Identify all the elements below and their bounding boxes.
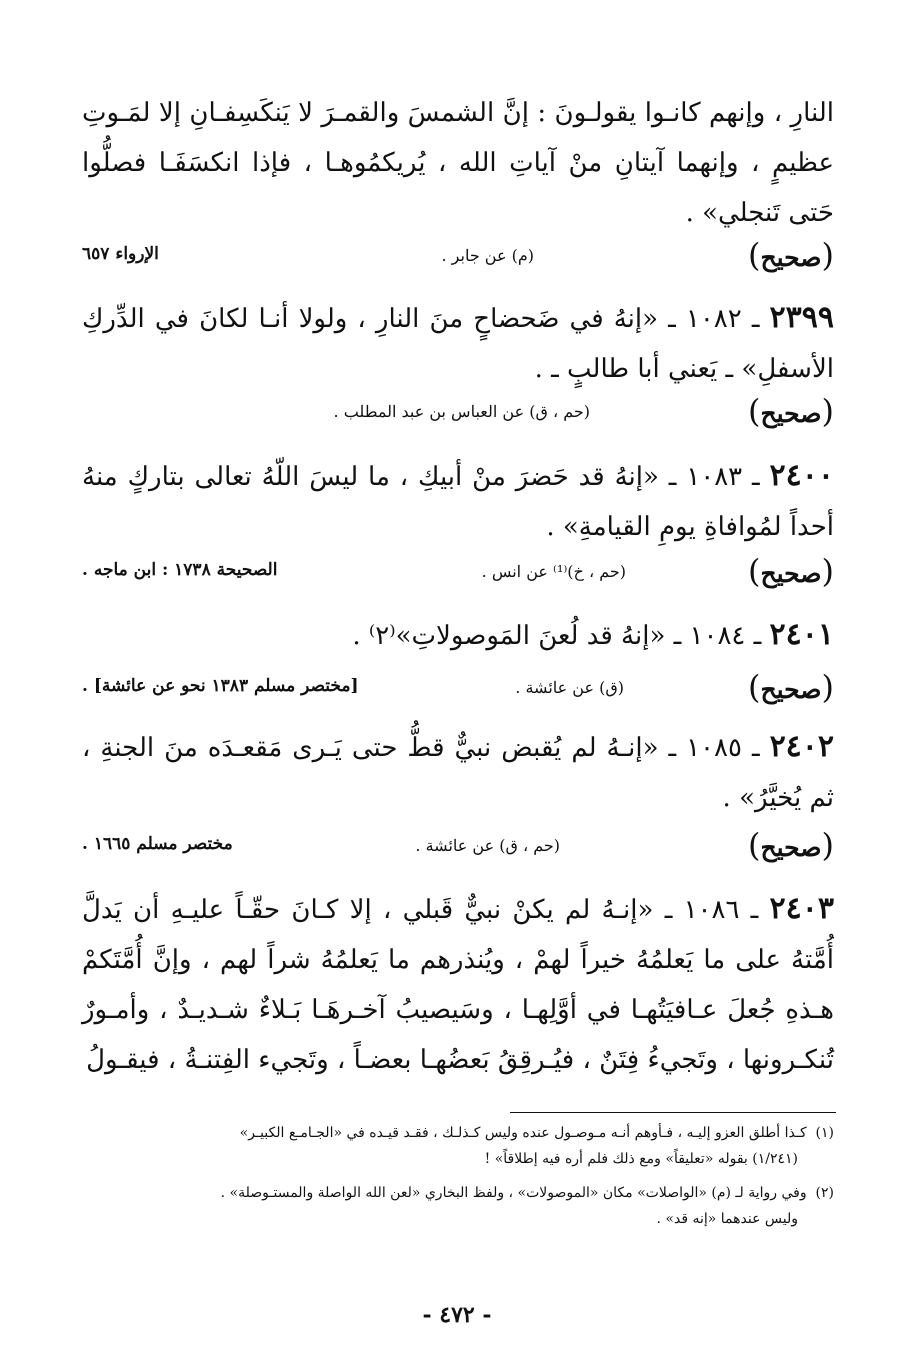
grade-label: (صحيح) (747, 236, 834, 274)
hadith-entry: ٢٤٠٣ ـ ١٠٨٦ ـ «إنـهُ لم يكنْ نبيٌّ قَبلي ، إلا كـانَ حقّـاً عليـهِ أن يَدلَّ أُمَّتهُ على ما يَعلمُهُ خيراً لهمْ ، ويُنذرهم ما يَعلمُهُ شراً لهم ، وإنَّ أُمَّتَكمْ هـذهِ جُعلَ عـافيَتُهـا في أوَّلِهـا ، وسَيصيبُ آخـرهَـا بَـلاءٌ شـديـدٌ ، وأمـورٌ تُنكـرونها ، وتَجيءُ فِتَنٌ ، فيُـرقِقُ بَعضُهـا بعضـاً ، وتَجيء الفِتنـةُ ، فيقـولُ (82, 891, 834, 1075)
grade-label: (صحيح) (747, 392, 834, 430)
footnote-separator (510, 1112, 836, 1113)
hadith-number: ٢٤٠٠ (769, 458, 834, 493)
hadith-number: ٢٤٠٢ (769, 729, 835, 764)
source-attribution: (حم ، خ)⁽¹⁾ عن انس . (481, 562, 626, 581)
footnote-text: (١/٢٤١) بقوله «تعليقاً» ومع ذلك فلم أره فيه إطلاقاً» ! (484, 1151, 798, 1167)
hadith-entry: ٢٤٠٢ ـ ١٠٨٥ ـ «إنـهُ لم يُقبض نبيٌّ قطُّ حتى يَـرى مَقعـدَه منَ الجنةِ ، ثم يُخيَّرُ» . (82, 729, 835, 813)
hadith-number: ٢٣٩٩ (769, 300, 834, 335)
footnote-marker: (٢) (815, 1185, 834, 1201)
hadith-continuation: النارِ ، وإنهم كانـوا يقولـونَ : إنَّ الشمسَ والقمـرَ لا يَنكَسِفـانِ إلا لمَـوتِ عظيمٍ ، وإنهما آيتانِ منْ آياتِ الله ، يُريكمُوهـا ، فإذا انكسَفَـا فصلُّوا حَتى تَنجلي» . (82, 98, 834, 228)
hadith-text: «إنـهُ لم يُقبض نبيٌّ قطُّ حتى يَـرى مَقعـدَه منَ الجنةِ ، ثم يُخيَّرُ» . (82, 733, 834, 813)
hadith-sub-number: ١٠٨٤ (689, 621, 746, 651)
hadith-entry: ٢٤٠٠ ـ ١٠٨٣ ـ «إنهُ قد حَضرَ منْ أبيكِ ، ما ليسَ اللّهُ تعالى بتاركٍ منهُ أحداً لمُوافاةِ يومِ القيامةِ» . (82, 458, 834, 542)
hadith-entry: ٢٤٠١ ـ ١٠٨٤ ـ «إنهُ قد لُعنَ المَوصولاتِ»⁽٢⁾ . (352, 617, 834, 652)
footnote (82, 1120, 834, 1172)
source-attribution: (م) عن جابر . (441, 246, 534, 265)
hadith-entry: ٢٣٩٩ ـ ١٠٨٢ ـ «إنهُ في ضَحضاحٍ منَ النارِ ، ولولا أنـا لكانَ في الدِّركِ الأسفلِ» ـ يَعني أبا طالبٍ ـ . (82, 300, 834, 384)
source-attribution: (حم ، ق) عن العباس بن عبد المطلب . (333, 402, 590, 421)
hadith-text: «إنهُ في ضَحضاحٍ منَ النارِ ، ولولا أنـا لكانَ في الدِّركِ الأسفلِ» ـ يَعني أبا طالبٍ ـ . (82, 304, 834, 384)
grade-label: (صحيح) (747, 552, 834, 590)
source-row (82, 236, 834, 286)
footnote-text: وفي رواية لـ (م) «الواصلات» مكان «الموصولات» ، ولفظ البخاري «لعن الله الواصلة والمستـوصلة» . (220, 1185, 807, 1201)
hadith-sub-number: ١٠٨٥ (686, 733, 742, 763)
source-row (82, 668, 834, 718)
footnote-marker: (١) (815, 1125, 834, 1141)
reference: الإرواء ٦٥٧ (82, 244, 159, 264)
page-number: - ٤٧٢ - (422, 1302, 492, 1328)
hadith-text: «إنهُ قد حَضرَ منْ أبيكِ ، ما ليسَ اللّهُ تعالى بتاركٍ منهُ أحداً لمُوافاةِ يومِ القيامةِ» . (82, 462, 834, 542)
reference: الصحيحة ١٧٣٨ : ابن ماجه . (82, 560, 278, 580)
footnote-text: كـذا أطلق العزو إليـه ، فـأوهم أنـه مـوصـول عنده وليس كـذلـك ، فقـد قيـده في «الجـامـع الكبيـر» (239, 1125, 807, 1141)
source-row (82, 392, 834, 442)
reference: [مختصر مسلم ١٣٨٣ نحو عن عائشة] . (82, 676, 359, 696)
hadith-sub-number: ١٠٨٣ (686, 462, 743, 492)
source-row (82, 552, 834, 602)
hadith-number: ٢٤٠٣ (769, 891, 834, 926)
hadith-text: «إنـهُ لم يكنْ نبيٌّ قَبلي ، إلا كـانَ حقّـاً عليـهِ أن يَدلَّ أُمَّتهُ على ما يَعلمُهُ خيراً لهمْ ، ويُنذرهم ما يَعلمُهُ شراً لهم ، وإنَّ أُمَّتَكمْ هـذهِ جُعلَ عـافيَتُهـا في أوَّلِهـا ، وسَيصيبُ آخـرهَـا بَـلاءٌ شـديـدٌ ، وأمـورٌ تُنكـرونها ، وتَجيءُ فِتَنٌ ، فيُـرقِقُ بَعضُهـا بعضـاً ، وتَجيء الفِتنـةُ ، فيقـولُ (82, 895, 834, 1075)
hadith-sub-number: ١٠٨٢ (685, 304, 742, 334)
grade-label: (صحيح) (747, 668, 834, 706)
footnote (82, 1180, 834, 1232)
reference: مختصر مسلم ١٦٦٥ . (82, 834, 233, 854)
grade-label: (صحيح) (747, 826, 834, 864)
hadith-number: ٢٤٠١ (769, 617, 834, 652)
footnote-text: وليس عندهما «إنه قد» . (656, 1211, 798, 1227)
source-attribution: (ق) عن عائشة . (515, 678, 624, 697)
hadith-sub-number: ١٠٨٦ (683, 895, 740, 925)
hadith-text: «إنهُ قد لُعنَ المَوصولاتِ»⁽٢⁾ . (352, 621, 666, 651)
source-attribution: (حم ، ق) عن عائشة . (415, 836, 560, 855)
source-row (82, 826, 834, 876)
